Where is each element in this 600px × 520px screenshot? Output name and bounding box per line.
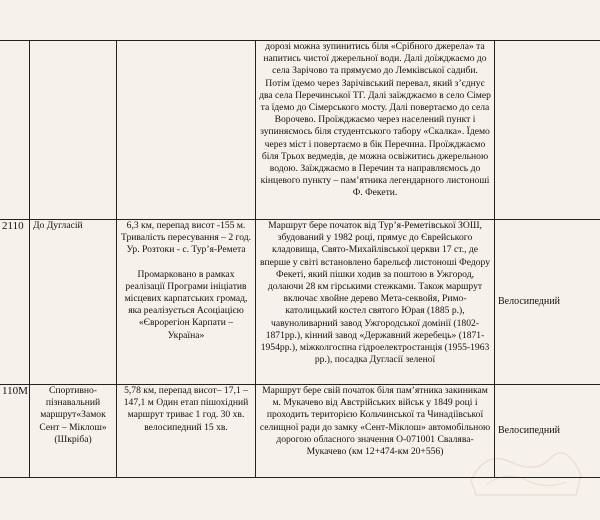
route-name: Спортивно-пізнавальний маршрут«Замок Сент – Міклош» (Шкріба) [30,385,117,478]
route-code [0,41,30,220]
route-params [117,220,256,385]
route-params [117,41,256,220]
route-name [30,41,117,220]
routes-table [0,40,600,478]
route-type: Велосипедний [495,220,600,385]
route-code: 2110 [0,220,30,385]
table-row [0,220,600,385]
route-description: Маршрут бере свій початок біля пам’ятника закиникам м. Мукачево від Австрійських військ у 1849 році і проходить територією Кольчинської та Чинадіївської селищної ради до замку «Сент-Міклош» автомобільною дорогою обласного значення О-071001 Свалява-Мукачево (км 12+474-км 20+556) [256,385,495,478]
route-description: дорозі можна зупинитись біля «Срібного джерела» та напитись чистої джерельної води. Далі доїжджаємо до села Зарічово та прямуємо до Лемківської садиби. Потім їдемо через Зарічівський перевал, який з’єднує два села Перечинської ТГ. Далі заїжджаємо в село Сімер та їдемо до Сімерського мосту. Далі повертаємо до села Ворочево. Проїжджаємо через населений пункт і зупиняємось біля студентського табору «Скалка». Їдемо через міст і повертаємо в бік Перечина. Проїжджаємо біля Трьох ведмедів, де можна освіжитись джерельною водою. Заїжджаємо в Перечин та направляємось до кінцевого пункту – пам’ятника легендарного листоноші Ф. Фекети. [256,41,495,220]
table-row [0,41,600,220]
route-params-main: 6,3 км, перепад висот -155 м. Тривалість пересування – 2 год. [120,220,252,244]
route-description: Маршрут бере початок від Тур’я-Реметівської ЗОШ, збудований у 1982 році, прямує до Єврейського кладовища, Свято-Михайлівської церкви 17 ст., де вперше у світі встановлено барельєф листоноші Федору Фекеті, який пішки ходив за поштою в Ужгород, долаючи 28 км гірськими стежками. Також маршрут включає хвойне дерево Мета-секвойя, Римо-католицький костел святого Юрая (1885 р.), чавуноливарний завод Ужгородської домінії (1802-1871рр.), кінний завод «Державний жеребець» (1871-1954рр.), міжколгоспна гідроелектростанція (1955-1963 рр.), посадка Дугласії зеленої [256,220,495,385]
route-type: Велосипедний [495,385,600,478]
route-code: 110М [0,385,30,478]
route-type [495,41,600,220]
route-params-route: Ур. Розтоки - с. Тур’я-Ремета [126,244,246,256]
route-name: До Дугласій [30,220,117,385]
route-params-note: Промарковано в рамках реалізації Програми ініціатив місцевих карпатських громад, яка реалізується Асоціацією «Єврорегіон Карпати – Україна» [124,268,248,341]
table-row [0,385,600,478]
route-params: 5,78 км, перепад висот– 17,1 – 147,1 м Один етап пішохідний маршрут триває 1 год. 30 хв. велосипедний 15 хв. [117,385,256,478]
